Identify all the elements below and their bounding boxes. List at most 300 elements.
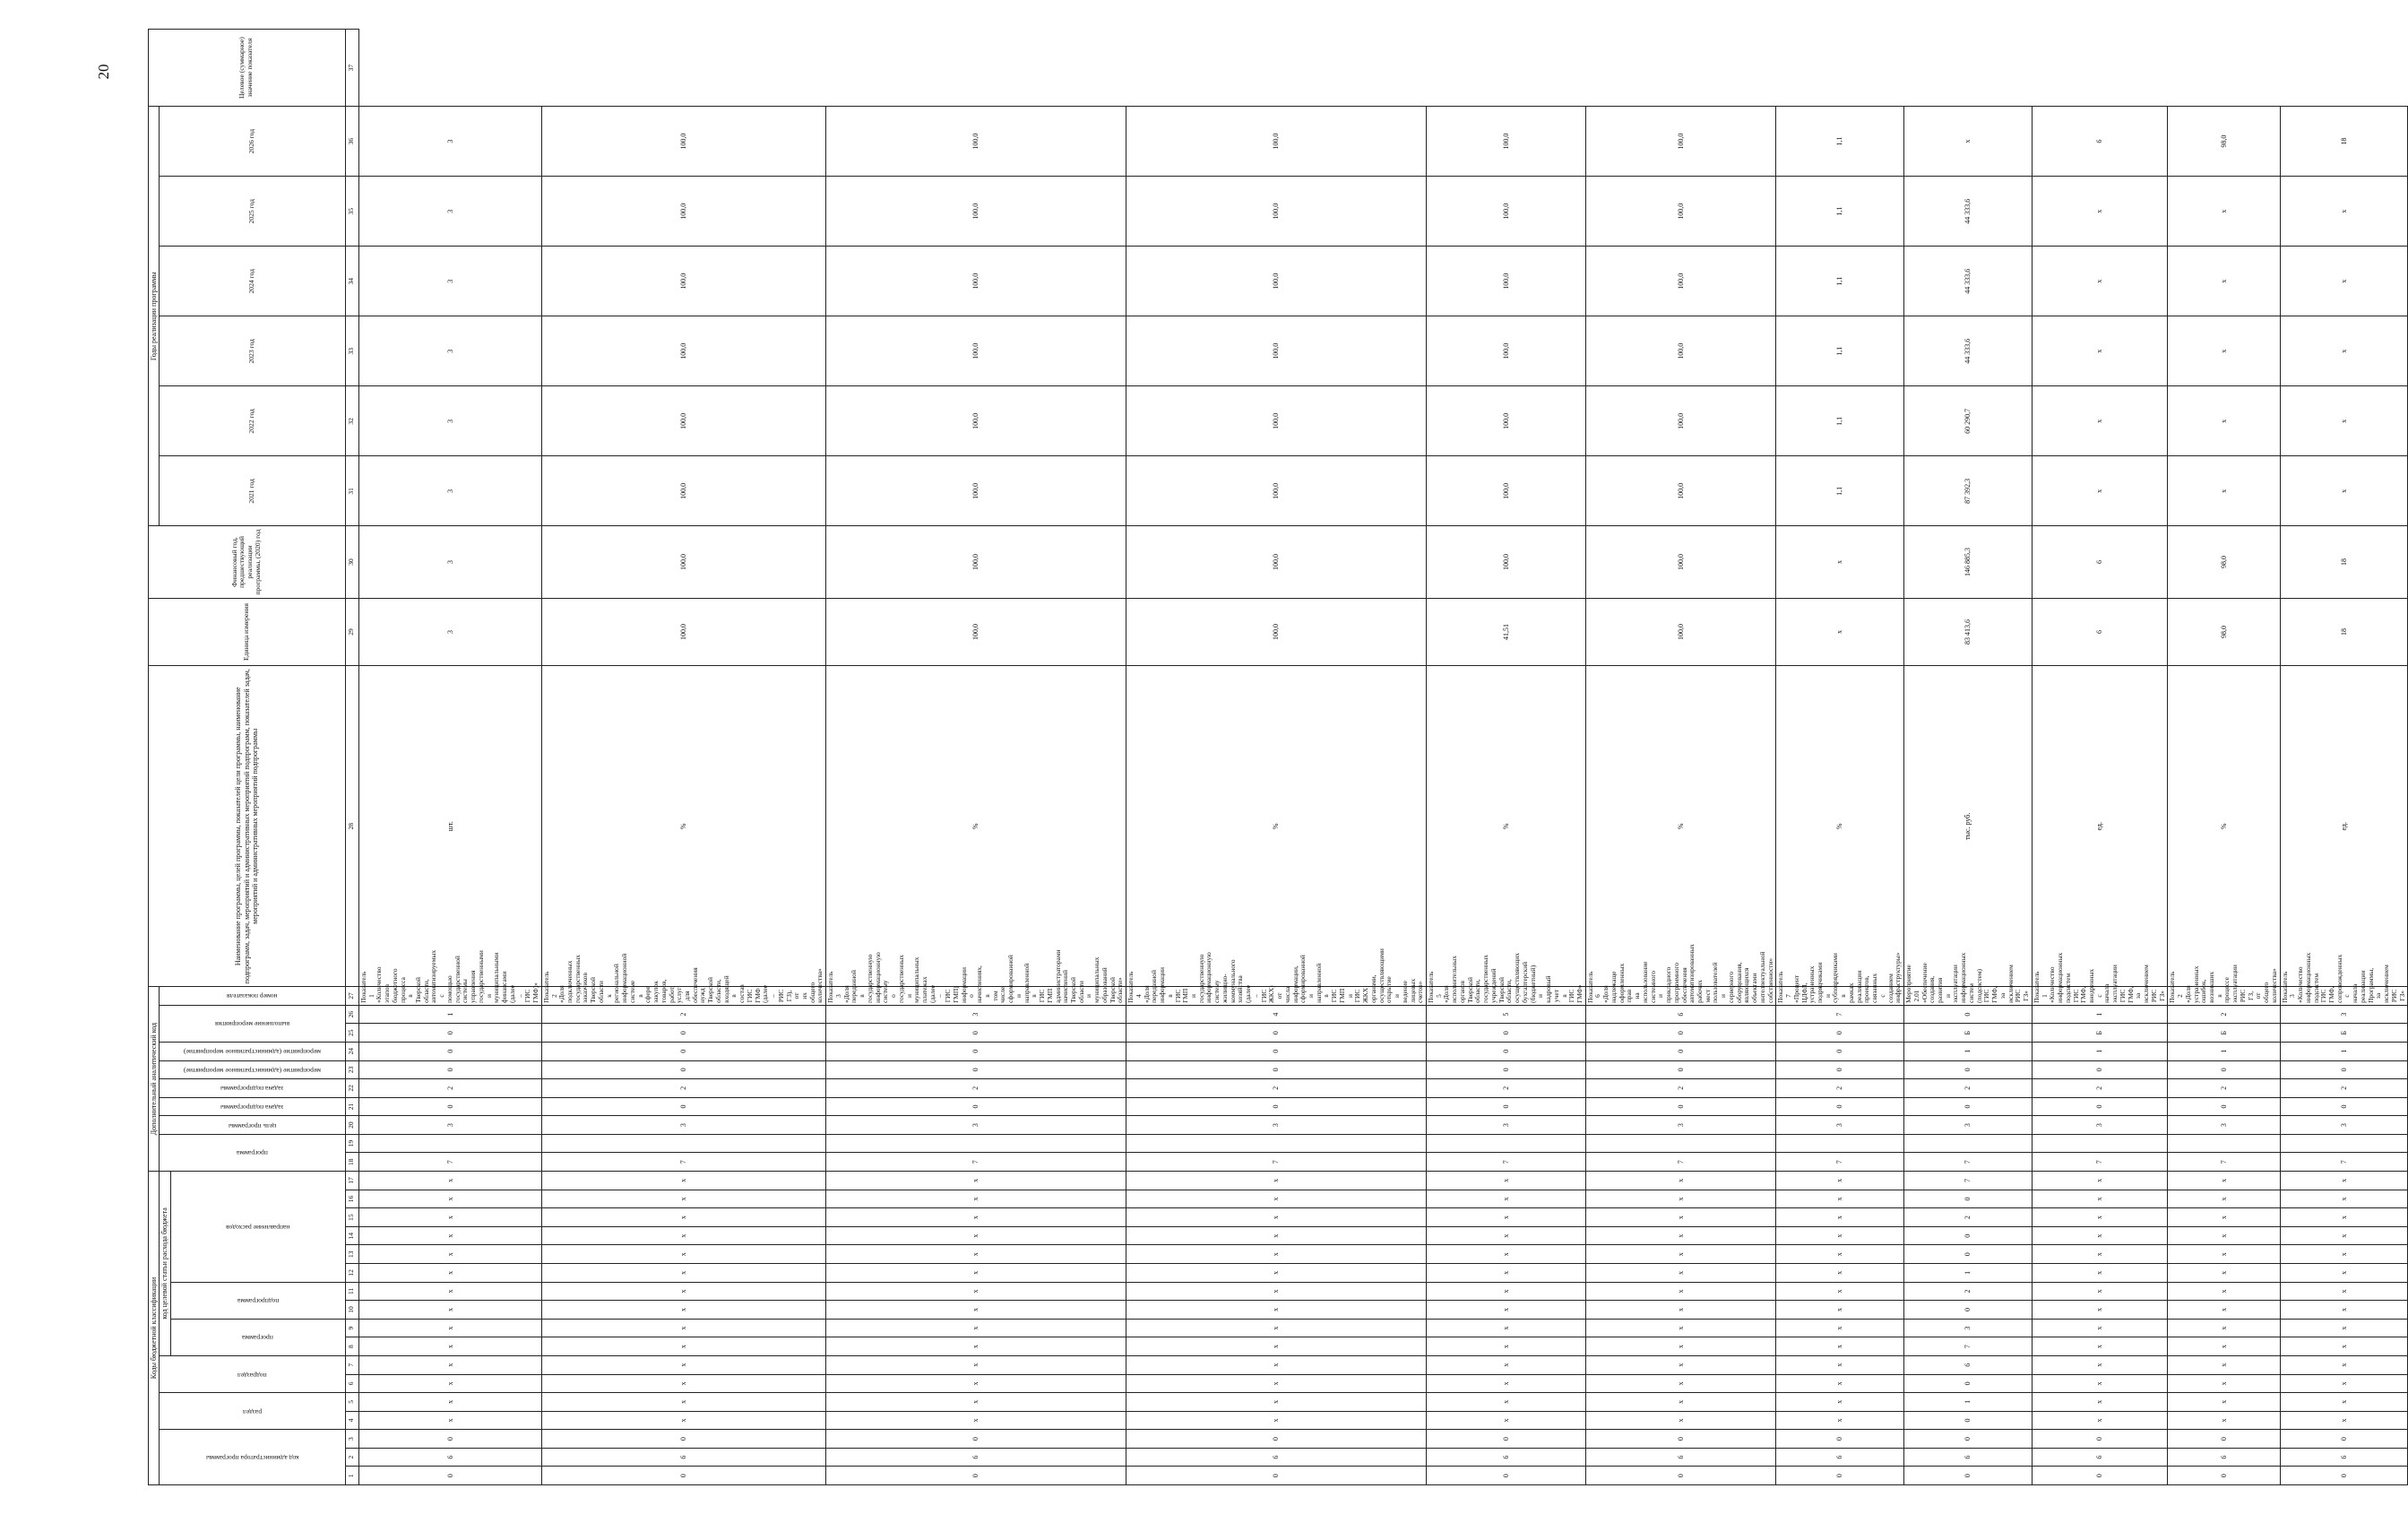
unit-cell: ед. [2280, 666, 2408, 987]
code-cell: 6 [1776, 1448, 1904, 1467]
code-cell: 0 [358, 1467, 541, 1485]
code-cell: x [1585, 1245, 1776, 1264]
code-cell: x [2032, 1208, 2167, 1227]
code-cell: 6 [1904, 1448, 2033, 1467]
col-number: 6 [345, 1374, 358, 1393]
year-value-cell: 100,0 [1427, 456, 1586, 526]
code-cell: 0 [541, 1024, 825, 1043]
code-cell: x [2032, 1393, 2167, 1412]
col-number: 24 [345, 1042, 358, 1060]
year-value-cell: 100,0 [1427, 526, 1586, 598]
year-value-cell: 44 333,6 [1904, 316, 2033, 386]
year-value-cell: x [2032, 177, 2167, 247]
col-number: 30 [345, 526, 358, 598]
year-value-cell: 44 333,6 [1904, 247, 2033, 316]
col-number: 35 [345, 177, 358, 247]
code-cell: x [1427, 1337, 1586, 1356]
hdr-an-task [160, 1097, 345, 1116]
code-cell: x [1585, 1355, 1776, 1374]
code-cell: x [2280, 1301, 2408, 1320]
col-number: 26 [345, 1005, 358, 1024]
code-cell: x [2280, 1245, 2408, 1264]
year-value-cell: x [2032, 456, 2167, 526]
code-cell: x [826, 1411, 1126, 1430]
code-cell: 2 [2168, 1005, 2280, 1024]
code-cell: 2 [541, 1079, 825, 1098]
col-number: 27 [345, 987, 358, 1006]
code-cell: x [2168, 1282, 2280, 1301]
code-cell: 1 [2032, 1042, 2167, 1060]
target-value-cell: 100,0 [541, 107, 825, 177]
code-cell: 7 [1427, 1153, 1586, 1172]
col-number: 31 [345, 456, 358, 526]
code-cell: 0 [541, 1467, 825, 1485]
col-number: 18 [345, 1153, 358, 1172]
code-cell: 2 [1427, 1079, 1586, 1098]
year-value-cell: 100,0 [1427, 177, 1586, 247]
year-value-cell: 100,0 [826, 177, 1126, 247]
code-cell: 0 [2280, 1060, 2408, 1079]
unit-cell: ед. [2032, 666, 2167, 987]
code-cell: 3 [1776, 1116, 1904, 1135]
year-value-cell: x [2280, 386, 2408, 456]
year-value-cell: 100,0 [1126, 456, 1427, 526]
code-cell: 1 [1904, 1393, 2033, 1412]
code-cell: x [2168, 1301, 2280, 1320]
code-cell: 0 [1904, 1097, 2033, 1116]
code-cell [1126, 1134, 1427, 1153]
hdr-an-program [160, 1134, 345, 1171]
code-cell: 7 [2168, 1153, 2280, 1172]
code-cell: 7 [1585, 1153, 1776, 1172]
code-cell: x [1427, 1393, 1586, 1412]
code-cell: 3 [541, 1116, 825, 1135]
table-row [1585, 30, 1776, 1485]
code-cell: x [1126, 1282, 1427, 1301]
hdr-section-text: раздел [243, 1407, 263, 1416]
year-value-cell: 100,0 [541, 386, 825, 456]
code-cell: x [1427, 1190, 1586, 1208]
code-cell [358, 1134, 541, 1153]
code-cell: x [1776, 1301, 1904, 1320]
code-cell: x [1776, 1208, 1904, 1227]
code-cell: 0 [1427, 1430, 1586, 1449]
base-year-value-cell: 18 [2280, 598, 2408, 666]
indicator-name-cell: Мероприятие 2.01 «Обеспечение создания, развития и эксплуатации информационных систем (подсистем) ГИС ГМФ, за исключением РИС ГЗ» [1904, 987, 2033, 1006]
indicator-name-cell: Показатель 3 «Количество информационных подсистем ГИС ГМФ, сопровожденных с начала реализации Программы, за исключением РИС ГЗ» [2280, 987, 2408, 1006]
code-cell: x [541, 1226, 825, 1245]
code-cell: x [358, 1245, 541, 1264]
column-numbers-row [345, 30, 358, 1485]
code-cell: 1 [358, 1005, 541, 1024]
col-number: 5 [345, 1393, 358, 1412]
base-year-value-cell: 3 [358, 598, 541, 666]
col-number: 21 [345, 1097, 358, 1116]
hdr-year-1: 2021 год [160, 456, 345, 526]
code-cell: 1 [1904, 1042, 2033, 1060]
hdr-direction-text: направление расходов [226, 1223, 290, 1232]
code-cell: x [358, 1226, 541, 1245]
hdr-year-4: 2024 год [160, 247, 345, 316]
year-value-cell: 100,0 [1585, 247, 1776, 316]
code-cell: x [358, 1393, 541, 1412]
target-value-cell: 100,0 [1126, 107, 1427, 177]
code-cell: 0 [1776, 1467, 1904, 1485]
code-cell: 0 [1427, 1024, 1586, 1043]
col-number: 11 [345, 1282, 358, 1301]
hdr-years-span: Годы реализации программы [149, 107, 160, 526]
code-cell: 2 [2032, 1079, 2167, 1098]
code-cell: x [1776, 1226, 1904, 1245]
code-cell: 0 [1904, 1226, 2033, 1245]
code-cell: 0 [2168, 1430, 2280, 1449]
code-cell: x [2168, 1226, 2280, 1245]
year-value-cell: 100,0 [826, 456, 1126, 526]
code-cell: 6 [2032, 1448, 2167, 1467]
code-cell: x [2280, 1264, 2408, 1283]
code-cell: x [2032, 1355, 2167, 1374]
code-cell: x [1427, 1355, 1586, 1374]
table-row [2032, 30, 2167, 1485]
code-cell: x [1126, 1190, 1427, 1208]
code-cell: x [826, 1208, 1126, 1227]
code-cell: x [2280, 1190, 2408, 1208]
code-cell: 3 [1126, 1116, 1427, 1135]
code-cell: x [826, 1226, 1126, 1245]
code-cell: x [1427, 1374, 1586, 1393]
code-cell: 0 [826, 1430, 1126, 1449]
target-value-cell: 100,0 [1585, 107, 1776, 177]
code-cell: x [1776, 1264, 1904, 1283]
col-number: 33 [345, 316, 358, 386]
code-cell: x [826, 1393, 1126, 1412]
code-cell: x [826, 1172, 1126, 1190]
code-cell: 0 [358, 1060, 541, 1079]
code-cell: x [2280, 1393, 2408, 1412]
code-cell: 0 [1126, 1097, 1427, 1116]
code-cell: x [826, 1301, 1126, 1320]
year-value-cell: 100,0 [541, 247, 825, 316]
target-value-cell: 1,1 [1776, 107, 1904, 177]
code-cell: 0 [2168, 1097, 2280, 1116]
table-row [1904, 30, 2033, 1485]
code-cell: x [541, 1208, 825, 1227]
code-cell: x [2032, 1282, 2167, 1301]
hdr-an-subtask [160, 1079, 345, 1098]
code-cell: 0 [1904, 1301, 2033, 1320]
hdr-an-activity-text: мероприятие (административное мероприятие) [184, 1066, 322, 1075]
code-cell: x [1126, 1355, 1427, 1374]
unit-cell: % [1427, 666, 1586, 987]
col-number: 36 [345, 107, 358, 177]
hdr-admin-code-text: код администратора программы [205, 1454, 299, 1463]
code-cell [2280, 1134, 2408, 1153]
code-cell: x [541, 1393, 825, 1412]
code-cell: 0 [1904, 1190, 2033, 1208]
year-value-cell: 1,1 [1776, 456, 1904, 526]
code-cell: 3 [358, 1116, 541, 1135]
code-cell: x [1126, 1245, 1427, 1264]
table-row [2280, 30, 2408, 1485]
col-number: 29 [345, 598, 358, 666]
year-value-cell: 1,1 [1776, 386, 1904, 456]
col-number: 14 [345, 1226, 358, 1245]
year-value-cell: x [1776, 526, 1904, 598]
code-cell: 1 [1904, 1264, 2033, 1283]
code-cell: x [541, 1264, 825, 1283]
code-cell: x [1427, 1282, 1586, 1301]
unit-cell: % [1126, 666, 1427, 987]
code-cell: 0 [541, 1097, 825, 1116]
table-row [826, 30, 1126, 1485]
code-cell: 0 [1904, 1411, 2033, 1430]
year-value-cell: x [2032, 386, 2167, 456]
year-value-cell: 44 333,6 [1904, 177, 2033, 247]
code-cell: x [358, 1172, 541, 1190]
code-cell [1776, 1134, 1904, 1153]
code-cell: 2 [2168, 1079, 2280, 1098]
code-cell: x [2032, 1374, 2167, 1393]
base-year-value-cell: 100,0 [826, 598, 1126, 666]
code-cell [2032, 1134, 2167, 1153]
year-value-cell: 100,0 [541, 177, 825, 247]
indicator-name-cell: Показатель 2 «Доля устраненных ошибок, возникших в процессе эксплуатации РИС ГЗ, от общего количества» [2168, 987, 2280, 1006]
code-cell: 3 [1904, 1116, 2033, 1135]
col-number: 7 [345, 1355, 358, 1374]
code-cell [1904, 1134, 2033, 1153]
code-cell: x [541, 1337, 825, 1356]
code-cell: 4 [1126, 1005, 1427, 1024]
year-value-cell: 60 290,7 [1904, 386, 2033, 456]
unit-cell: % [541, 666, 825, 987]
code-cell: x [1427, 1411, 1586, 1430]
code-cell: x [2280, 1172, 2408, 1190]
code-cell: 7 [358, 1153, 541, 1172]
base-year-value-cell: 100,0 [1126, 598, 1427, 666]
code-cell: x [1427, 1264, 1586, 1283]
code-cell: 0 [1126, 1060, 1427, 1079]
hdr-base-year: Финансовый год, предшествующий реализации программы, (2020) год [149, 526, 346, 598]
hdr-an-goal [160, 1116, 345, 1135]
code-cell: x [1427, 1319, 1586, 1337]
code-cell: x [2032, 1190, 2167, 1208]
col-number: 22 [345, 1079, 358, 1098]
code-cell: 6 [1126, 1448, 1427, 1467]
year-value-cell: 146 885,3 [1904, 526, 2033, 598]
code-cell: 0 [826, 1024, 1126, 1043]
year-value-cell: 100,0 [1126, 386, 1427, 456]
year-value-cell: 100,0 [541, 316, 825, 386]
code-cell: 0 [1585, 1430, 1776, 1449]
code-cell: 7 [1904, 1153, 2033, 1172]
indicator-name-cell: Показатель 4 «Доля переданной информации в ГИС ГМП и государственную информационную систему жилищно-коммунального хозяйства (далее – ГИС ЖКХ) от числа информации, сформированной и направленной в ГИС ГМП и ГИС ЖКХ органами, осуществляющими открытие и ведение лицевых счетов» [1126, 987, 1427, 1006]
unit-cell: % [2168, 666, 2280, 987]
year-value-cell: 100,0 [541, 526, 825, 598]
code-cell [541, 1134, 825, 1153]
year-value-cell: 3 [358, 177, 541, 247]
code-cell: x [2032, 1172, 2167, 1190]
code-cell: x [2032, 1301, 2167, 1320]
code-cell: x [2168, 1264, 2280, 1283]
table-body [358, 30, 2407, 1485]
year-value-cell: 3 [358, 386, 541, 456]
code-cell: x [1585, 1411, 1776, 1430]
code-cell: 0 [1904, 1467, 2033, 1485]
code-cell: x [1126, 1337, 1427, 1356]
code-cell: 6 [1427, 1448, 1586, 1467]
code-cell: 0 [358, 1430, 541, 1449]
code-cell: 0 [1904, 1245, 2033, 1264]
col-number: 3 [345, 1430, 358, 1449]
code-cell: 0 [1427, 1467, 1586, 1485]
code-cell: x [358, 1301, 541, 1320]
code-cell: 3 [1904, 1319, 2033, 1337]
code-cell: 0 [1126, 1042, 1427, 1060]
hdr-subprogram-text: подпрограмма [237, 1297, 280, 1306]
code-cell: x [358, 1319, 541, 1337]
code-cell: x [2032, 1264, 2167, 1283]
hdr-subsection-text: подраздел [237, 1371, 267, 1380]
code-cell: 0 [1427, 1042, 1586, 1060]
code-cell: Б [2280, 1024, 2408, 1043]
code-cell: 6 [2168, 1448, 2280, 1467]
hdr-an-indicator-text: номер показателя [227, 992, 278, 1001]
year-value-cell: x [2280, 177, 2408, 247]
col-number: 10 [345, 1301, 358, 1320]
year-value-cell: 100,0 [826, 386, 1126, 456]
code-cell: 3 [826, 1116, 1126, 1135]
code-cell: 6 [1585, 1005, 1776, 1024]
year-value-cell: 6 [2032, 526, 2167, 598]
code-cell: 7 [826, 1153, 1126, 1172]
code-cell: x [2168, 1208, 2280, 1227]
col-number: 37 [345, 30, 358, 107]
code-cell: 1 [2032, 1005, 2167, 1024]
code-cell: x [2032, 1226, 2167, 1245]
code-cell: x [2032, 1337, 2167, 1356]
code-cell: 7 [2280, 1153, 2408, 1172]
code-cell: x [541, 1190, 825, 1208]
code-cell: x [1776, 1319, 1904, 1337]
code-cell: 0 [2032, 1467, 2167, 1485]
code-cell: 0 [1776, 1042, 1904, 1060]
col-number: 13 [345, 1245, 358, 1264]
year-value-cell: 100,0 [1585, 316, 1776, 386]
year-value-cell: 3 [358, 456, 541, 526]
code-cell: x [1427, 1172, 1586, 1190]
code-cell: 2 [1904, 1208, 2033, 1227]
code-cell: x [826, 1319, 1126, 1337]
year-value-cell: x [2168, 247, 2280, 316]
code-cell: x [358, 1282, 541, 1301]
code-cell: 6 [1904, 1355, 2033, 1374]
hdr-subprogram [170, 1282, 345, 1319]
code-cell: x [826, 1264, 1126, 1283]
year-value-cell: x [2168, 177, 2280, 247]
year-value-cell: x [2168, 456, 2280, 526]
code-cell: 2 [826, 1079, 1126, 1098]
code-cell: x [1776, 1374, 1904, 1393]
unit-cell: % [826, 666, 1126, 987]
target-value-cell: 6 [2032, 107, 2167, 177]
code-cell: 7 [1126, 1153, 1427, 1172]
code-cell: 7 [1904, 1172, 2033, 1190]
year-value-cell: 100,0 [1427, 386, 1586, 456]
code-cell: x [1585, 1319, 1776, 1337]
hdr-target-article: код целевой статьи расхода бюджета [160, 1172, 170, 1356]
code-cell: x [826, 1282, 1126, 1301]
code-cell: Б [2032, 1024, 2167, 1043]
code-cell: 0 [1585, 1042, 1776, 1060]
code-cell: 0 [541, 1042, 825, 1060]
year-value-cell: 98,0 [2168, 526, 2280, 598]
code-cell: x [2280, 1226, 2408, 1245]
unit-cell: % [1776, 666, 1904, 987]
code-cell: x [1126, 1172, 1427, 1190]
code-cell: 0 [1126, 1467, 1427, 1485]
hdr-an-subtask-text: задача подпрограммы [220, 1085, 284, 1094]
col-number: 12 [345, 1264, 358, 1283]
table-row [1776, 30, 1904, 1485]
code-cell: 0 [1585, 1024, 1776, 1043]
year-value-cell: 100,0 [1126, 316, 1427, 386]
hdr-year-3: 2023 год [160, 316, 345, 386]
year-value-cell: 100,0 [1126, 247, 1427, 316]
code-cell: 5 [1427, 1005, 1586, 1024]
code-cell: x [1585, 1374, 1776, 1393]
code-cell: x [541, 1355, 825, 1374]
code-cell: x [1427, 1208, 1586, 1227]
code-cell: x [358, 1374, 541, 1393]
code-cell: 7 [1776, 1153, 1904, 1172]
col-number: 32 [345, 386, 358, 456]
hdr-program [170, 1319, 345, 1355]
code-cell: 7 [1904, 1337, 2033, 1356]
base-year-value-cell: 41,51 [1427, 598, 1586, 666]
table-row [358, 30, 541, 1485]
hdr-direction [170, 1172, 345, 1283]
code-cell: 7 [541, 1153, 825, 1172]
code-cell: 2 [1776, 1079, 1904, 1098]
code-cell: 0 [826, 1467, 1126, 1485]
code-cell: x [1776, 1411, 1904, 1430]
code-cell: 0 [2032, 1060, 2167, 1079]
col-number: 17 [345, 1172, 358, 1190]
code-cell: x [1126, 1226, 1427, 1245]
year-value-cell: 1,1 [1776, 247, 1904, 316]
year-value-cell: x [2168, 316, 2280, 386]
code-cell: 0 [1904, 1374, 2033, 1393]
code-cell: 1 [2280, 1042, 2408, 1060]
year-value-cell: 3 [358, 316, 541, 386]
base-year-value-cell: 100,0 [1585, 598, 1776, 666]
code-cell: x [358, 1264, 541, 1283]
code-cell: x [358, 1208, 541, 1227]
table-header [149, 30, 359, 1485]
code-cell: x [2168, 1411, 2280, 1430]
col-number: 34 [345, 247, 358, 316]
code-cell: x [826, 1374, 1126, 1393]
code-cell: x [1126, 1264, 1427, 1283]
code-cell: 2 [358, 1079, 541, 1098]
code-cell: x [541, 1374, 825, 1393]
year-value-cell: 100,0 [1585, 177, 1776, 247]
code-cell: x [541, 1411, 825, 1430]
code-cell: x [2280, 1374, 2408, 1393]
code-cell: 0 [1585, 1060, 1776, 1079]
hdr-year-5: 2025 год [160, 177, 345, 247]
code-cell: x [2280, 1411, 2408, 1430]
